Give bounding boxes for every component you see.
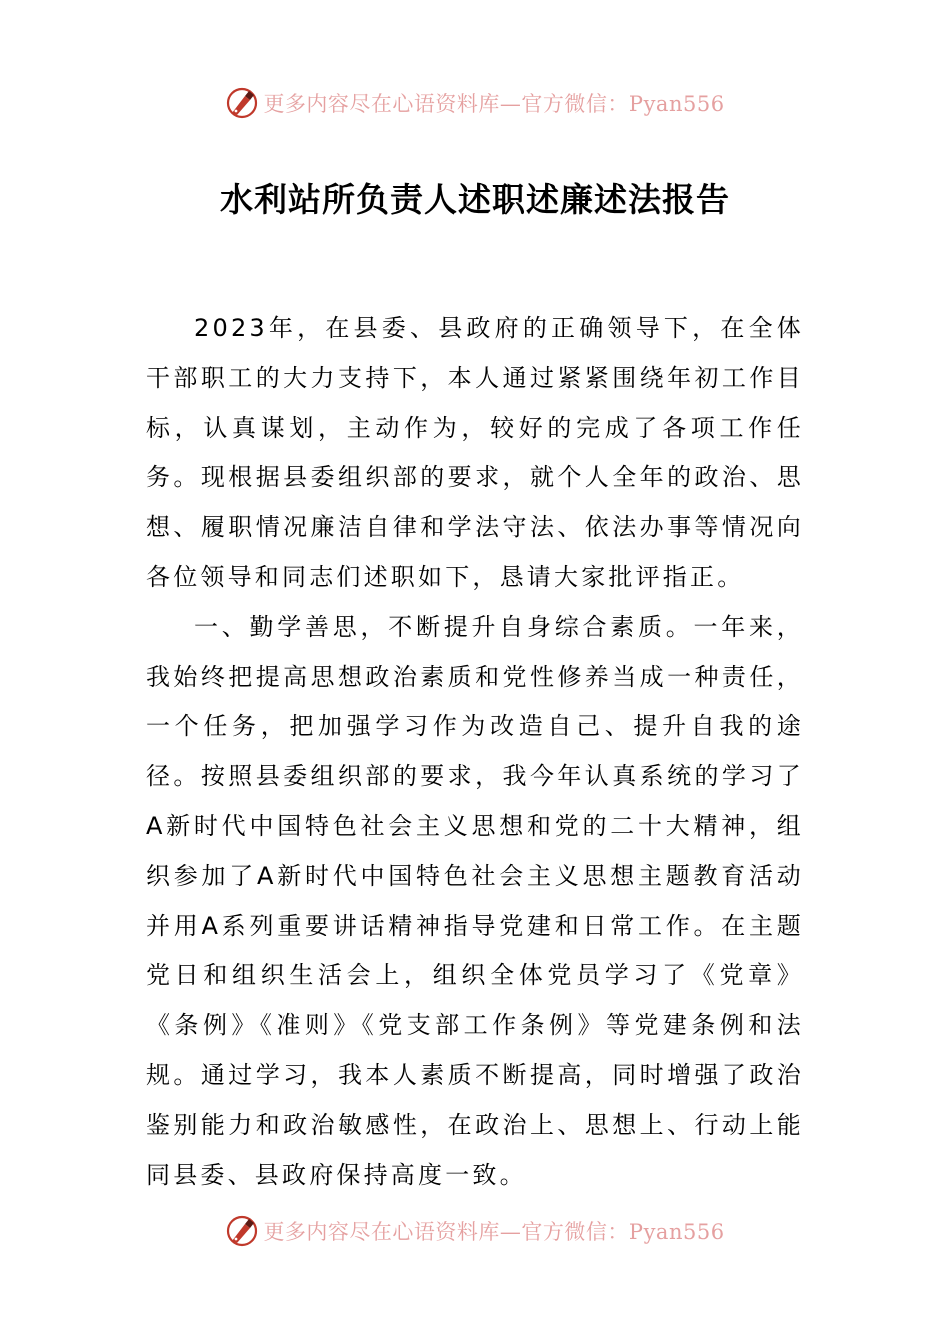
document-body xyxy=(146,304,804,1200)
document-title: 水利站所负责人述职述廉述法报告 xyxy=(220,180,730,219)
pen-nib-circle-icon xyxy=(225,1214,259,1248)
header-banner xyxy=(0,83,950,123)
paragraph-section-one: 一、勤学善思，不断提升自身综合素质。一年来，我始终把提高思想政治素质和党性修养当成一种责任，一个任务，把加强学习作为改造自己、提升自我的途径。按照县委组织部的要求，我今年认真系统的学习了A新时代中国特色社会主义思想和党的二十大精神，组织参加了A新时代中国特色社会主义思想主题教育活动并用A系列重要讲话精神指导党建和日常工作。在主题党日和组织生活会上，组织全体党员学习了《党章》《条例》《准则》《党支部工作条例》等党建条例和法规。通过学习，我本人素质不断提高，同时增强了政治鉴别能力和政治敏感性，在政治上、思想上、行动上能同县委、县政府保持高度一致。 xyxy=(146,612,804,1189)
paragraph-intro: 2023年，在县委、县政府的正确领导下，在全体干部职工的大力支持下，本人通过紧紧围绕年初工作目标，认真谋划，主动作为，较好的完成了各项工作任务。现根据县委组织部的要求，就个人全年的政治、思想、履职情况廉洁自律和学法守法、依法办事等情况向各位领导和同志们述职如下，恳请大家批评指正。 xyxy=(146,314,804,591)
pen-nib-circle-icon xyxy=(225,86,259,120)
header-banner-text: 更多内容尽在心语资料库—官方微信：Pyan556 xyxy=(263,92,725,116)
footer-banner-text: 更多内容尽在心语资料库—官方微信：Pyan556 xyxy=(263,1220,725,1244)
footer-banner xyxy=(0,1211,950,1251)
